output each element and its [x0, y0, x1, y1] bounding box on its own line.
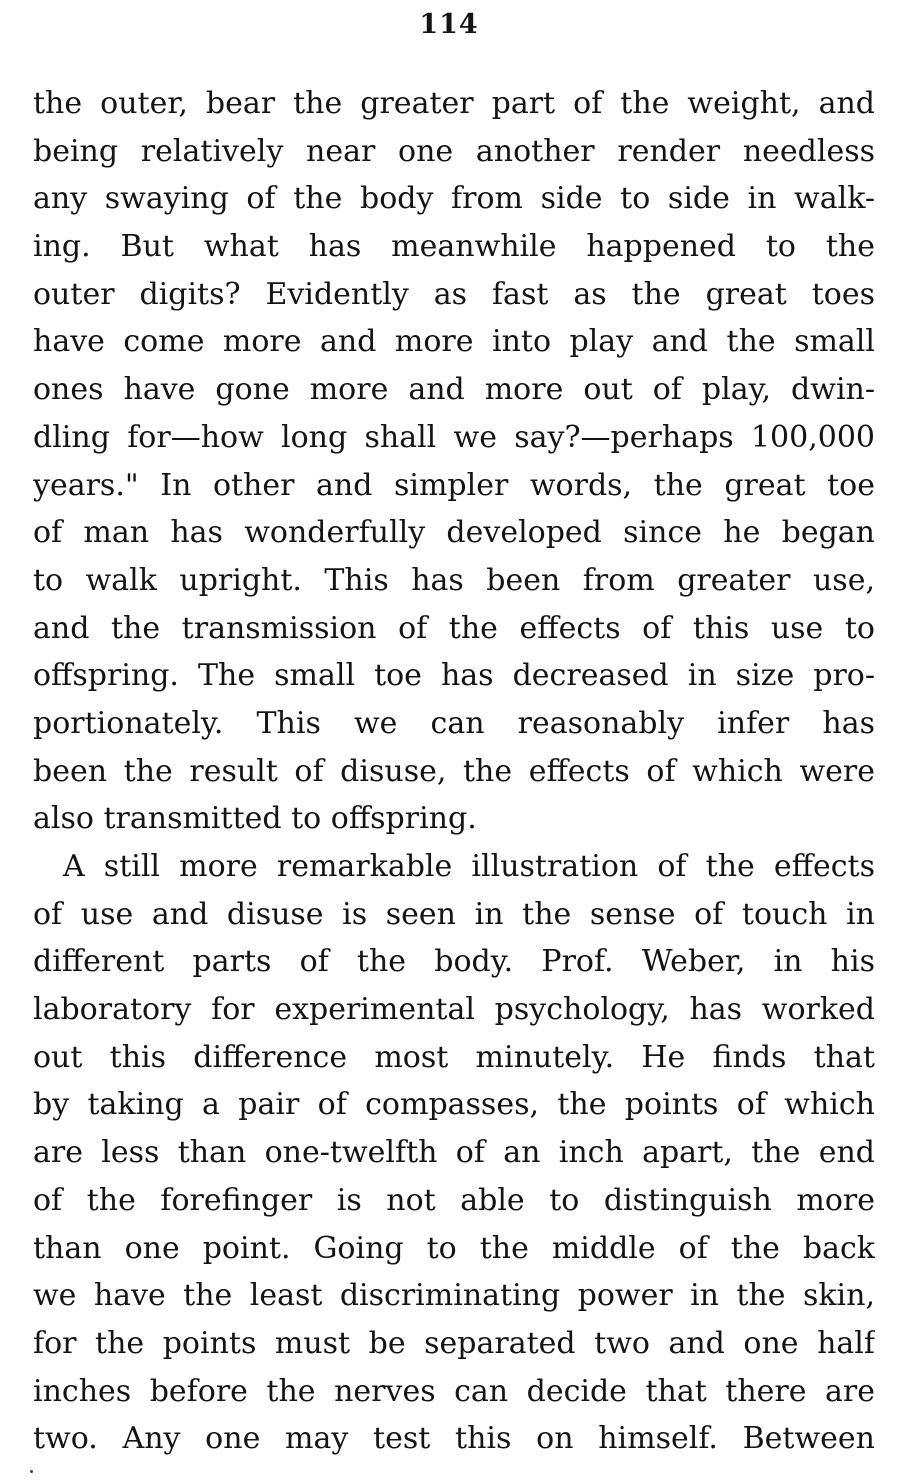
text-line: to walk upright. This has been from greater use,	[33, 562, 875, 598]
text-line: ing. But what has meanwhile happened to the	[33, 229, 875, 265]
scan-speck	[30, 1470, 33, 1473]
text-line: of man has wonderfully developed since he began	[33, 515, 875, 551]
text-line: been the result of disuse, the effects of which were	[33, 753, 875, 789]
text-line: the outer, bear the greater part of the weight, and	[33, 86, 875, 121]
text-line: outer digits? Evidently as fast as the great toes	[33, 276, 875, 312]
text-line: of use and disuse is seen in the sense of touch in	[33, 896, 875, 932]
text-line: also transmitted to offspring.	[33, 801, 477, 837]
text-line: we have the least discriminating power in the skin,	[33, 1278, 875, 1314]
text-line: have come more and more into play and the small	[33, 324, 875, 360]
text-line: out this difference most minutely. He finds that	[33, 1039, 875, 1075]
text-line: being relatively near one another render needless	[33, 133, 875, 169]
text-line: any swaying of the body from side to side in walk-	[33, 181, 875, 217]
text-line: offspring. The small toe has decreased in size pro-	[33, 658, 875, 694]
text-line: years." In other and simpler words, the great toe	[33, 467, 875, 503]
body-text	[33, 80, 875, 1463]
text-line: for the points must be separated two and one half	[33, 1325, 875, 1361]
text-line: and the transmission of the effects of this use to	[33, 610, 875, 646]
paragraph-1	[33, 80, 875, 843]
text-line: A still more remarkable illustration of the effects	[63, 849, 875, 884]
page-number: 114	[419, 9, 479, 40]
text-line: portionately. This we can reasonably infer has	[33, 705, 875, 741]
text-line: are less than one-twelfth of an inch apart, the end	[33, 1135, 875, 1171]
text-line: dling for—how long shall we say?—perhaps 100,000	[33, 419, 875, 455]
text-line: different parts of the body. Prof. Weber, in his	[33, 944, 875, 980]
text-line: two. Any one may test this on himself. Between	[33, 1421, 875, 1457]
text-line: of the forefinger is not able to distinguish more	[33, 1182, 875, 1218]
text-line: laboratory for experimental psychology, has worked	[33, 992, 875, 1028]
text-line: by taking a pair of compasses, the points of which	[33, 1087, 875, 1123]
text-line: ones have gone more and more out of play, dwin-	[33, 372, 875, 408]
paragraph-2	[33, 843, 875, 1463]
text-line: inches before the nerves can decide that there are	[33, 1373, 875, 1409]
text-line: than one point. Going to the middle of the back	[33, 1230, 875, 1266]
